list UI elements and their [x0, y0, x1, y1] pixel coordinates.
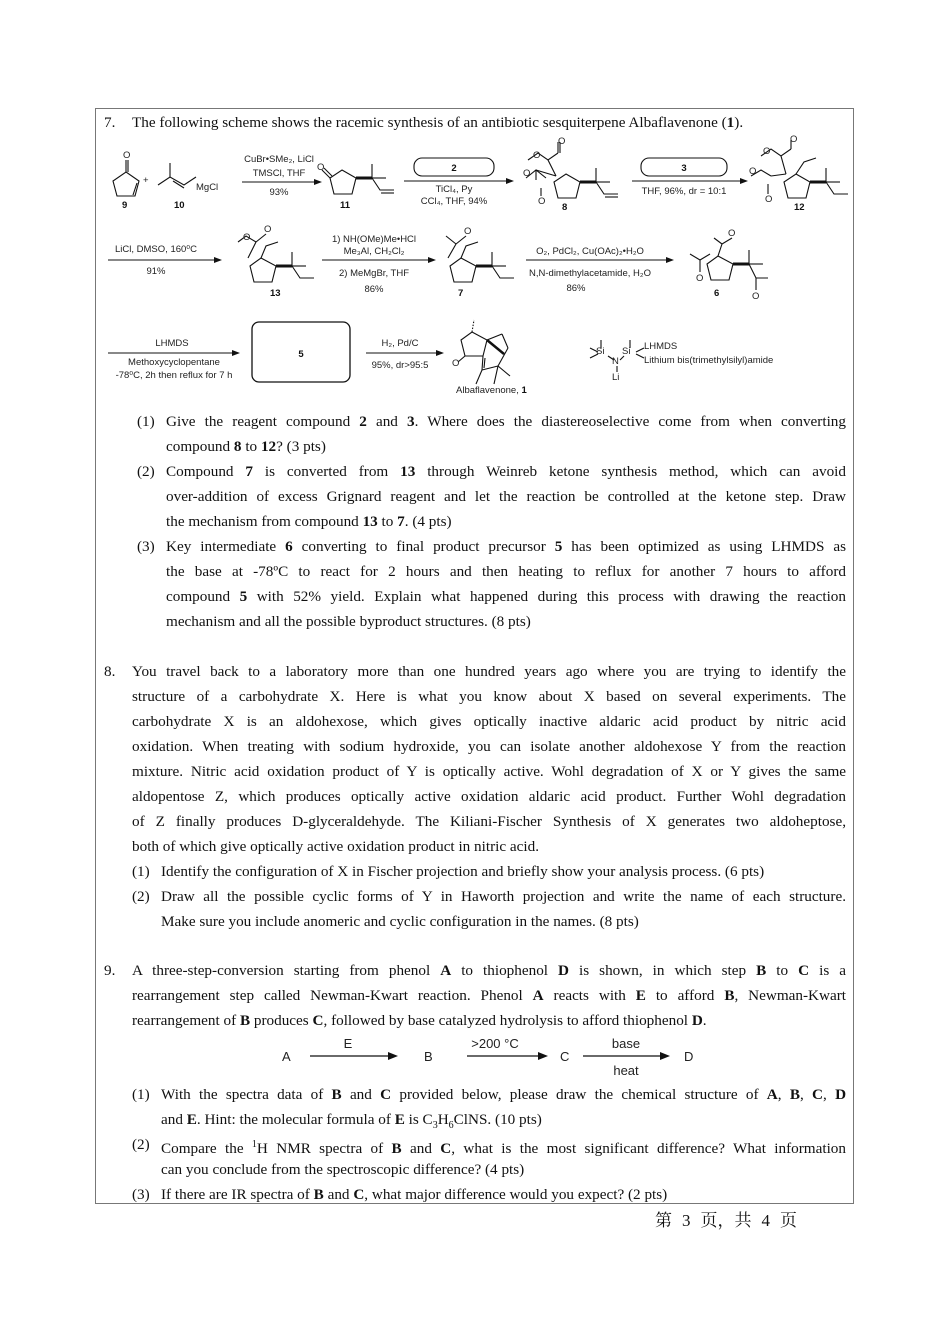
svg-text:O: O: [452, 358, 460, 369]
svg-text:CCl₄, THF, 94%: CCl₄, THF, 94%: [420, 196, 488, 207]
svg-text:11: 11: [340, 200, 351, 211]
svg-text:C: C: [560, 1049, 570, 1064]
svg-text:93%: 93%: [269, 187, 289, 198]
svg-text:6: 6: [714, 288, 720, 299]
svg-text:D: D: [684, 1049, 694, 1064]
svg-text:heat: heat: [613, 1063, 639, 1078]
q8-line: aldopentose Z, which produces optically active oxidation aldaric acid product. Further Wohl degradation: [132, 788, 846, 805]
svg-text:-78⁰C, 2h then reflux for 7 h: -78⁰C, 2h then reflux for 7 h: [115, 370, 233, 381]
svg-text:2) MeMgBr, THF: 2) MeMgBr, THF: [338, 268, 410, 279]
q8-line: You travel back to a laboratory more than one hundred years ago where you are trying to identify the: [132, 663, 846, 680]
svg-text:N: N: [612, 356, 619, 367]
q7-part3-line1: Key intermediate 6 converting to final product precursor 5 has been optimized as using LHMDS as: [166, 538, 846, 555]
svg-text:base: base: [611, 1036, 641, 1051]
newman-kwart-scheme: [270, 1032, 710, 1082]
svg-text:LHMDS: LHMDS: [644, 341, 678, 352]
q8-line: structure of a carbohydrate X. Here is what you know about X based on several experiments. The: [132, 688, 846, 705]
svg-text:91%: 91%: [146, 266, 166, 277]
q8-number: 8.: [104, 663, 116, 680]
q9-part3-line1: If there are IR spectra of B and C, what major difference would you expect? (2 pts): [161, 1186, 668, 1203]
svg-text:1) NH(OMe)Me•HCl: 1) NH(OMe)Me•HCl: [331, 234, 417, 245]
svg-text:O: O: [533, 150, 541, 161]
svg-text:O: O: [558, 136, 566, 147]
compound-9-structure: [113, 160, 139, 196]
svg-text:O: O: [765, 194, 773, 205]
svg-text:O: O: [538, 196, 546, 207]
q7-part2-line3: the mechanism from compound 13 to 7. (4 pts): [166, 513, 452, 530]
svg-text:+: +: [143, 175, 149, 186]
svg-text:86%: 86%: [364, 284, 384, 295]
svg-text:B: B: [424, 1049, 433, 1064]
albaflavenone-synthesis-scheme: [96, 134, 853, 400]
svg-text:>200 °C: >200 °C: [471, 1036, 519, 1051]
q9-part1-line2: and E. Hint: the molecular formula of E is $C_3H_6ClNS$. (10 pts): [161, 1111, 542, 1132]
svg-text:12: 12: [794, 202, 805, 213]
q8-part2-line1: Draw all the possible cyclic forms of Y in Haworth projection and write the name of each structure.: [161, 888, 846, 905]
svg-text:Albaflavenone, 1: Albaflavenone, 1: [456, 385, 527, 396]
q7-part2-line1: Compound 7 is converted from 13 through Weinreb ketone synthesis method, which can avoid: [166, 463, 846, 480]
svg-text:O: O: [523, 168, 531, 179]
q8-line: carbohydrate X is an aldohexose, which gives optically inactive aldaric acid product by nitric acid: [132, 713, 846, 730]
compound-11-structure: [322, 164, 394, 194]
q8-part2-line2: Make sure you include anomeric and cyclic configuration in the names. (8 pts): [161, 913, 639, 930]
svg-text:LiCl, DMSO, 160⁰C: LiCl, DMSO, 160⁰C: [115, 244, 197, 255]
svg-text:95%, dr>95:5: 95%, dr>95:5: [371, 360, 429, 371]
svg-text:E: E: [343, 1036, 353, 1051]
q9-line1: A three-step-conversion starting from phenol A to thiophenol D is shown, in which step B to C is a: [132, 962, 846, 979]
svg-text:5: 5: [298, 349, 304, 360]
q9-part2-line1: Compare the $^1$H NMR spectra of B and C, what is the most significant difference? What information: [161, 1139, 846, 1158]
q9-line3: rearrangement of B produces C, followed by base catalyzed hydrolysis to afford thiophenol D.: [132, 1012, 707, 1029]
q7-intro: The following scheme shows the racemic synthesis of an antibiotic sesquiterpene Albaflavenone (1).: [132, 114, 744, 131]
page-number-footer: 第 3 页，共 4 页: [655, 1211, 797, 1230]
compound-7-structure: [446, 236, 514, 282]
q8-line: both of which give optically active oxidation product in nitric acid.: [132, 838, 539, 855]
q9-line2: rearrangement step called Newman-Kwart reaction. Phenol A reacts with E to afford B, Newman-Kwart: [132, 987, 847, 1004]
svg-text:Si: Si: [596, 346, 605, 357]
svg-text:O₂, PdCl₂, Cu(OAc)₂•H₂O: O₂, PdCl₂, Cu(OAc)₂•H₂O: [536, 246, 644, 257]
q7-part3-line3: compound 5 with 52% yield. Explain what happened during this process with drawing the reaction: [166, 588, 846, 605]
svg-text:TMSCl, THF: TMSCl, THF: [252, 168, 306, 179]
svg-text:8: 8: [562, 202, 568, 213]
svg-text:O: O: [464, 226, 472, 237]
q9-part2-line2: can you conclude from the spectroscopic difference? (4 pts): [161, 1161, 525, 1178]
albaflavenone-structure: [458, 320, 510, 384]
q9-part1-line1: With the spectra data of B and C provided below, please draw the chemical structure of A, B, C, D: [161, 1086, 847, 1103]
svg-text:O: O: [728, 228, 736, 239]
svg-text:O: O: [243, 232, 251, 243]
svg-text:O: O: [123, 150, 131, 161]
svg-text:Li: Li: [612, 372, 620, 383]
q8-line: of Z finally produces D-glyceraldehyde. The Kiliani-Fischer Synthesis of X generates two aldoheptose,: [132, 813, 846, 830]
svg-text:O: O: [752, 291, 760, 302]
svg-text:O: O: [790, 134, 798, 145]
q8-line: mixture. Nitric acid oxidation product of Y is optically active. Wohl degradation of X or Y gives the same: [132, 763, 846, 780]
mgcl-label: MgCl: [196, 182, 219, 193]
q8-line: oxidation. When treating with sodium hydroxide, you can isolate another aldohexose Y from the reaction: [132, 738, 846, 755]
q7-part1-line1: Give the reagent compound 2 and 3. Where does the diastereoselective come from when converting: [166, 413, 846, 430]
svg-text:N,N-dimethylacetamide, H₂O: N,N-dimethylacetamide, H₂O: [529, 268, 651, 279]
svg-text:THF, 96%, dr = 10:1: THF, 96%, dr = 10:1: [641, 186, 727, 197]
svg-text:86%: 86%: [566, 283, 586, 294]
q8-part1: Identify the configuration of X in Fischer projection and briefly show your analysis process. (6 pts): [161, 863, 765, 880]
svg-text:Me₃Al, CH₂Cl₂: Me₃Al, CH₂Cl₂: [343, 246, 405, 257]
svg-text:O: O: [696, 273, 704, 284]
svg-text:O: O: [763, 146, 771, 157]
svg-text:3: 3: [681, 163, 687, 174]
compound-10-structure: [158, 163, 196, 188]
q9-number: 9.: [104, 962, 116, 979]
q7-part3-line4: mechanism and all the possible byproduct structures. (8 pts): [166, 613, 531, 630]
svg-text:O: O: [317, 162, 325, 173]
q7-part1-line2: compound 8 to 12? (3 pts): [166, 438, 326, 455]
svg-text:10: 10: [174, 200, 185, 211]
q7-part3-line2: the base at -78ºC to react for 2 hours and then heating to reflux for another 7 hours to afford: [166, 563, 846, 580]
svg-text:9: 9: [122, 200, 128, 211]
svg-text:Si: Si: [622, 346, 631, 357]
svg-text:A: A: [282, 1049, 291, 1064]
svg-text:Lithium bis(trimethylsilyl)ami: Lithium bis(trimethylsilyl)amide: [644, 355, 774, 366]
svg-text:13: 13: [270, 288, 281, 299]
svg-text:7: 7: [458, 288, 464, 299]
svg-text:H₂, Pd/C: H₂, Pd/C: [381, 338, 419, 349]
svg-text:CuBr•SMe₂, LiCl: CuBr•SMe₂, LiCl: [244, 154, 314, 165]
q7-number: 7.: [104, 114, 116, 131]
svg-text:O: O: [749, 166, 757, 177]
svg-text:2: 2: [451, 163, 457, 174]
svg-text:LHMDS: LHMDS: [155, 338, 189, 349]
svg-text:TiCl₄, Py: TiCl₄, Py: [435, 184, 473, 195]
svg-text:Methoxycyclopentane: Methoxycyclopentane: [128, 357, 220, 368]
svg-text:O: O: [264, 224, 272, 235]
q7-part2-line2: over-addition of excess Grignard reagent and let the reaction be controlled at the ketone step. Draw: [166, 488, 846, 505]
